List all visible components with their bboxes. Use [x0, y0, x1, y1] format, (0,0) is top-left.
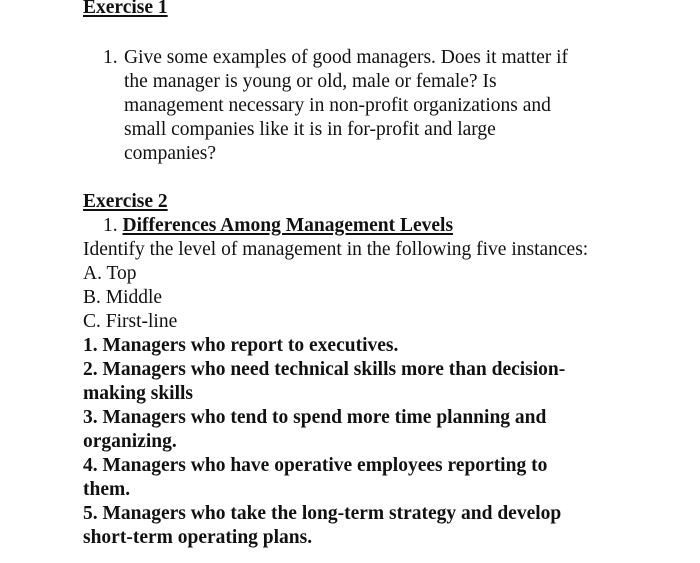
question-line: small companies like it is in for-profit and large	[124, 119, 496, 140]
item-4-line: them.	[83, 479, 131, 500]
item-1-line: 1. Managers who report to executives.	[83, 335, 399, 356]
exercise-1-heading: Exercise 1	[83, 0, 168, 18]
question-line: Give some examples of good managers. Does it matter if	[124, 47, 569, 68]
item-4-line: 4. Managers who have operative employees reporting to	[83, 455, 548, 476]
sub-title: Differences Among Management Levels	[122, 215, 454, 236]
option-middle: B. Middle	[83, 287, 163, 308]
question-number: 1.	[103, 47, 118, 68]
item-3-line: organizing.	[83, 431, 177, 452]
question-text	[124, 46, 644, 166]
item-2-line: making skills	[83, 383, 194, 404]
exercise-2-body	[83, 238, 683, 550]
item-5-line: short-term operating plans.	[83, 527, 313, 548]
exercise-2-subheading	[103, 214, 453, 238]
instruction-text: Identify the level of management in the following five instances:	[83, 239, 589, 260]
option-first-line: C. First-line	[83, 311, 178, 332]
item-2-line: 2. Managers who need technical skills more than decision-	[83, 359, 566, 380]
option-top: A. Top	[83, 263, 137, 284]
sub-number: 1.	[103, 215, 118, 236]
exercise-2-heading: Exercise 2	[83, 191, 168, 212]
question-line: companies?	[124, 143, 217, 164]
question-line: the manager is young or old, male or female? Is	[124, 71, 497, 92]
question-line: management necessary in non-profit organizations and	[124, 95, 551, 116]
item-3-line: 3. Managers who tend to spend more time planning and	[83, 407, 547, 428]
item-5-line: 5. Managers who take the long-term strategy and develop	[83, 503, 562, 524]
